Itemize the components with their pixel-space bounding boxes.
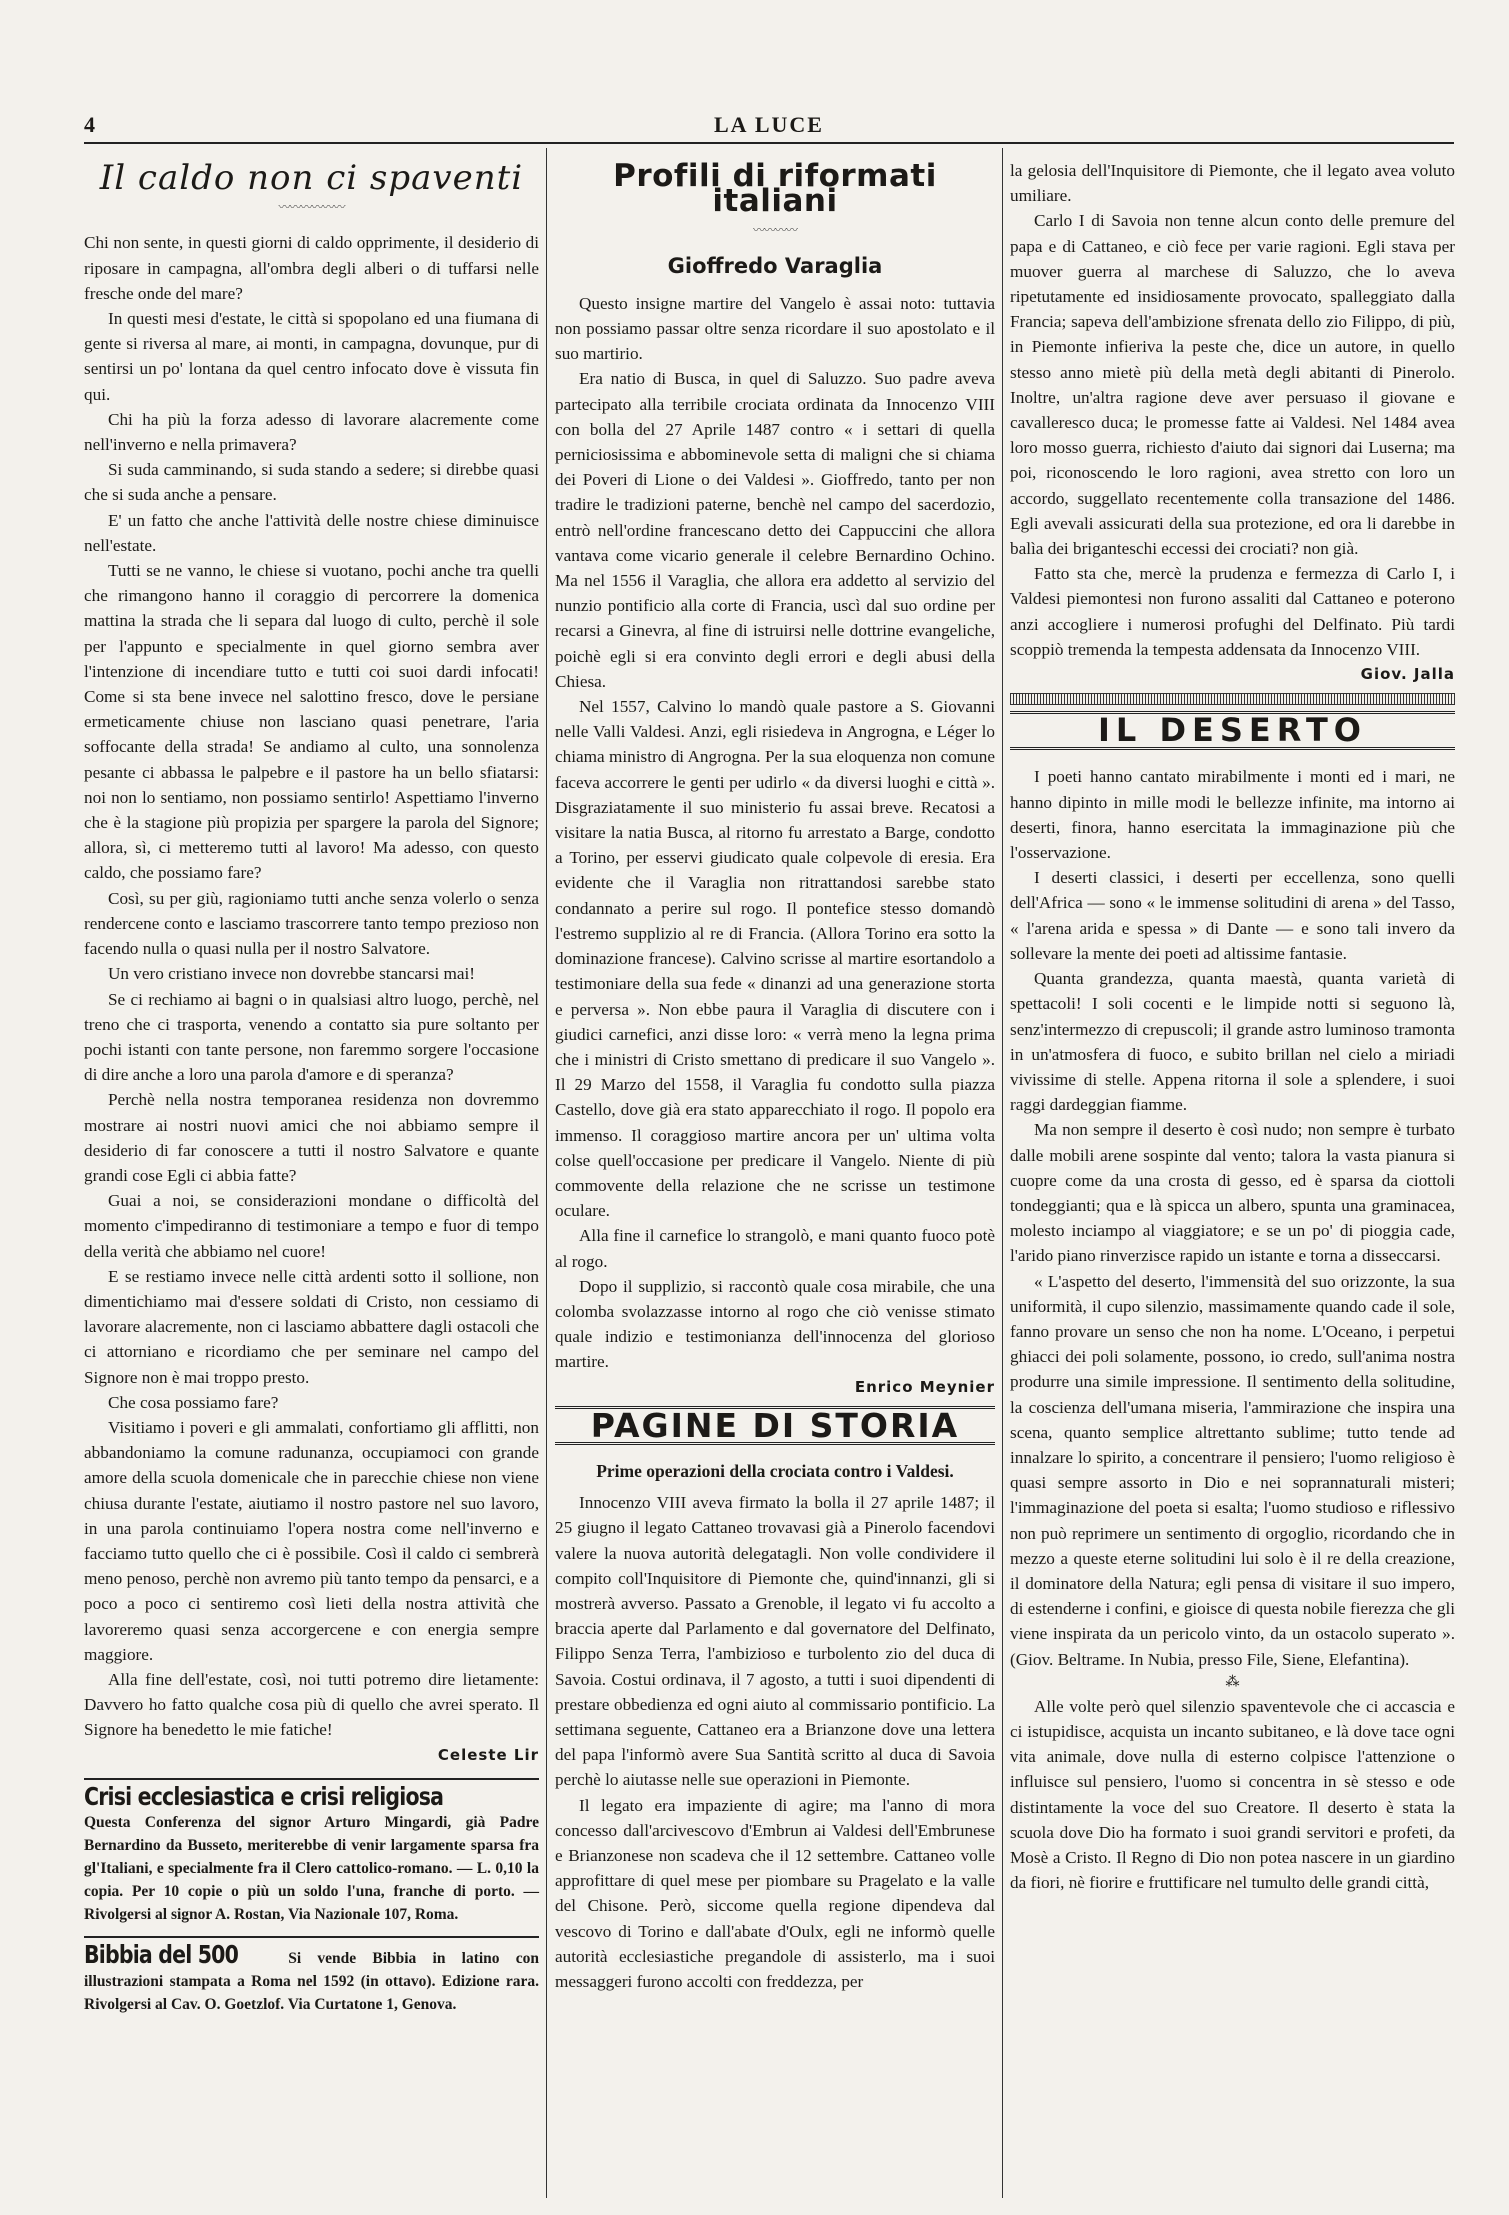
article-body (555, 1490, 995, 1994)
paragraph: Chi non sente, in questi giorni di caldo opprimente, il desiderio di riposare in campagna, all'ombra degli alberi o di tuffarsi nelle fresche onde del mare? (84, 233, 539, 303)
page-number: 4 (84, 112, 95, 137)
paragraph: I deserti classici, i deserti per eccellenza, sono quelli dell'Africa — sono « le immense solitudini di arena » del Tasso, « l'arena arida e spessa » di Dante — e sono tali invero da sollevare la mente dei poeti ad altissime fantasie. (1010, 868, 1455, 963)
page-header (84, 112, 1454, 144)
paragraph: Era natio di Busca, in quel di Saluzzo. Suo padre aveva partecipato alla terribile crociata ordinata da Innocenzo VIII con bolla del 27 Aprile 1487 contro « i settari di quella perniciosissima e abbominevole setta di maligni che si chiama dei Poveri di Lione o dei Valdesi ». Gioffredo, tanto per non tradire le tradizioni paterne, benchè nel campo del sacerdozio, entrò nell'ordine francescano detto dei Cappuccini che allora vantava come vicario generale il celebre Bernardino Ochino. Ma nel 1556 il Varaglia, che allora era addetto al servizio del nunzio pontificio alla corte di Francia, uscì dal suo ordine per recarsi a Ginevra, al fine di istruirsi nelle dottrine evangeliche, poichè egli si era convinto degli errori e degli abusi della Chiesa. (555, 369, 995, 691)
author-signature: Giov. Jalla (1360, 665, 1455, 684)
paragraph: Ma non sempre il deserto è così nudo; non sempre è turbato dalle mobili arene sospinte dal vento; talora la vasta pianura si cuopre come da una crosta di gesso, ed è sparsa da ciottoli tondeggianti; qua e là spicca un albero, spunta una graminacea, molesto inciampo al viaggiatore; e se un po' di pioggia cade, l'arido piano rinverzisce rapido un istante e torna a disseccarsi. (1010, 1120, 1455, 1266)
paragraph: Chi ha più la forza adesso di lavorare alacremente come nell'inverno e nella primavera? (84, 409, 539, 455)
column-divider (1002, 148, 1003, 2198)
paragraph: Quanta grandezza, quanta maestà, quanta varietà di spettacoli! I soli cocenti e le limpide notti si seguono là, senz'intermezzo di crepuscoli; il grande astro luminoso tramonta in un'atmosfera di fuoco, e subito brillan nel cielo a miriadi vivissime di stelle. Appena ritorna il sole a splendere, i suoi raggi dardeggian fiamme. (1010, 969, 1455, 1115)
paragraph: Dopo il supplizio, si raccontò quale cosa mirabile, che una colomba svolazzasse intorno al rogo che ciò venisse stimato quale indizio e testimonianza dell'innocenza del glorioso martire. (555, 1276, 995, 1372)
article-body (1010, 764, 1455, 1895)
column-divider (546, 148, 547, 2198)
column-3 (1010, 158, 1455, 1895)
paragraph: Visitiamo i poveri e gli ammalati, confortiamo gli afflitti, non abbandoniamo la comune radunanza, occupiamoci con grande amore della scuola domenicale che in parecchie chiese non viene chiusa durante l'estate, aiutiamo il nostro pastore nel suo lavoro, in una parola continuiamo l'opera nostra come nell'inverno e facciamo tutto quello che ci è possibile. Così il caldo ci sembrerà meno penoso, perchè non avremo più tanto tempo da pensarci, e a poco a poco ci sentiremo così lieti della nostra attività che lavoreremo quasi senza accorgercene e con energia sempre maggiore. (84, 1417, 539, 1664)
advertisement (84, 1778, 539, 1926)
paragraph: Se ci rechiamo ai bagni o in qualsiasi altro luogo, perchè, nel treno che ci trasporta, venendo a contatto sia pure soltanto per pochi istanti con tante persone, non faremmo sorgere l'occasione di dire anche a loro una parola d'amore e di speranza? (84, 989, 539, 1085)
paragraph: E' un fatto che anche l'attività delle nostre chiese diminuisce nell'estate. (84, 510, 539, 555)
paragraph: Nel 1557, Calvino lo mandò quale pastore a S. Giovanni nelle Valli Valdesi. Anzi, egli risiedeva in Angrogna, e Léger lo chiama ministro di Angrogna. Per la sua eloquenza non comune faceva accorrere le genti per udirlo « da diversi luoghi e città ». Disgraziatamente il suo ministerio fu assai breve. Recatosi a visitare la natia Busca, al ritorno fu arrestato a Barge, condotto a Torino, per esservi giudicato quale colpevole di eresia. Era evidente che il Varaglia non ritrattandosi sarebbe stato condannato a perire sul rogo. Il pontefice stesso domandò l'estremo supplizio al re di Francia. (Allora Torino era sotto la dominazione francese). Calvino scrisse al martire esortandolo a testimoniare della sua fede « dinanzi ad una generazione storta e perversa ». Non ebbe paura il Varaglia di discutere con i giudici carnefici, anzi disse loro: « verrà meno la legna prima che i ministri di Cristo smettano di predicare il suo Vangelo ». Il 29 Marzo del 1558, il Varaglia fu condotto sulla piazza Castello, dove già era stato apparecchiato il rogo. Il popolo era immenso. Il coraggioso martire ancora per un' ultima volta colse quell'occasione per predicare il Vangelo. Niente di più commovente della relazione che ne scrisse un testimone oculare. (555, 697, 995, 1221)
article-subtitle: Gioffredo Varaglia (667, 253, 883, 278)
section-separator (1010, 693, 1455, 705)
article-title: Profili di riformati italiani (613, 158, 937, 220)
paragraph: Carlo I di Savoia non tenne alcun conto delle premure del papa e di Cattaneo, e ciò fece per varie ragioni. Egli stava per muover guerra al marchese di Saluzzo, che lo aveva ripetutamente ed insidiosamente provocato, spalleggiato dalla Francia; sapeva dell'ambizione sfrenata dello zio Filippo, di più, in Piemonte infieriva la peste che, dice un autore, in quello stesso anno mietè più della metà degli abitanti di Pinerolo. Inoltre, un'altra ragione deve aver persuaso il giovane e cavalleresco duca; le promesse fatte ai Valdesi. Nel 1484 avea loro mosso guerra, richiesto d'aiuto dai signori dai Luserna; ma poi, riconoscendo le loro ragioni, avea stretto con loro un accordo, suggellato recentemente colla transazione del 1486. Egli avevali assicurati della sua protezione, ed ora li darebbe in balìa dei briganteschi eccessi dei crociati? non già. (1010, 211, 1455, 559)
paragraph: Alla fine il carnefice lo strangolò, e mani quanto fuoco potè al rogo. (555, 1226, 995, 1271)
article-body-continued (1010, 158, 1455, 662)
article-title: Il caldo non ci spaventi (99, 158, 524, 198)
ad-text: Questa Conferenza del signor Arturo Mingardi, già Padre Bernardino da Busseto, meriterebbe di venir largamente sparsa fra gl'Italiani, e specialmente fra il Clero cattolico-romano. — L. 0,10 la copia. Per 10 copie o più un soldo l'una, franche di porto. — Rivolgersi al signor A. Rostan, Via Nazionale 107, Roma. (84, 1813, 539, 1923)
paragraph: E se restiamo invece nelle città ardenti sotto il sollione, non dimentichiamo mai d'essere soldati di Cristo, non cessiamo di lavorare alacremente, non ci lasciamo abbattere dagli ostacoli che ci attorniano e ricordiamo che per seminare nel campo del Signore non è mai troppo presto. (84, 1266, 539, 1387)
paragraph: « L'aspetto del deserto, l'immensità del suo orizzonte, la sua uniformità, il cupo silenzio, massimamente quando cade il sole, fanno provare un senso che non ha nome. L'Oceano, i perpetui ghiacci dei poli solamente, possono, io credo, sull'anima nostra produrre una simile impressione. Il sentimento della solitudine, la coscienza dell'umana miseria, l'ammirazione che inspira una scena, quanto semplice altrettanto sublime; tutto tende ad innalzare lo spirito, a concentrare il pensiero; l'uomo religioso è quasi sempre assorto in Dio e nei soprannaturali misteri; l'immaginazione del poeta si esalta; l'uomo studioso e riflessivo non può reprimere un sentimento di orgoglio, ricordando che in mezzo a queste eterne solitudini lui solo è il re della creazione, il dominatore della Natura; egli pensa di visitare il suo impero, di estenderne i confini, e gioisce di questa nobile fierezza che gli viene inspirata da un pericolo vinto, da un ostacolo superato ». (Giov. Beltrame. In Nubia, presso File, Siene, Elefantina). (1010, 1271, 1455, 1669)
paragraph: I poeti hanno cantato mirabilmente i monti ed i mari, ne hanno dipinto in mille modi le bellezze infinite, ma intorno ai deserti, finora, hanno esercitata la immaginazione più che l'osservazione. (1010, 767, 1455, 863)
article-body (555, 291, 995, 1375)
paragraph: Tutti se ne vanno, le chiese si vuotano, pochi anche tra quelli che rimangono hanno il coraggio di percorrere la domenica mattina la strada che li separa dal luogo di culto, perchè il sole per l'appunto e specialmente in quel giorno sembra aver l'intenzione di incendiare tutto e tutti coi suoi dardi infocati! Come si sta bene invece nel salottino fresco, dove le persiane ermeticamente chiuse non lasciano quasi penetrare, l'aria soffocante della strada! Se andiamo al culto, una sonnolenza pesante ci abbassa le palpebre e il pastore ha un bello sfiatarsi: noi non lo sentiamo, non possiamo sentirlo! Aspettiamo l'inverno che è la stagione più propizia per spargere la parola del Signore; allora, sì, ci metteremo tutti al lavoro! Ma adesso, con questo caldo, che possiamo fare? (84, 561, 539, 883)
section-title: IL DESERTO (1010, 711, 1455, 750)
title-ornament: 〰〰〰〰 (752, 223, 797, 238)
paragraph: Innocenzo VIII aveva firmato la bolla il 27 aprile 1487; il 25 giugno il legato Cattaneo trovavasi già a Pinerolo facendovi valere la nuova autorità delegatagli. Non volle condividere il compito coll'Inquisitore di Piemonte che, quind'innanzi, gli si mostrerà avverso. Passato a Grenoble, il legato vi fu accolto a braccia aperte dal Parlamento e dal governatore del Delfinato, Filippo Senza Terra, l'ambizioso e turbolento zio del duca di Savoia. Costui ordinava, il 7 agosto, a tutti i suoi dipendenti di prestare obbedienza ed ogni aiuto al commissario pontificio. La settimana seguente, Cattaneo era a Brianzone dove una lettera del papa l'informò avere Sua Santità scritto al duca di Savoia perchè lo aiutasse nelle sue operazioni in Piemonte. (555, 1493, 995, 1790)
column-1 (84, 158, 539, 2016)
author-signature: Enrico Meynier (854, 1377, 995, 1396)
paragraph: Si suda camminando, si suda stando a sedere; si direbbe quasi che si suda anche a pensare. (84, 460, 539, 505)
column-2 (555, 158, 995, 1994)
author-signature: Celeste Lir (437, 1745, 539, 1764)
paragraph: Il legato era impaziente di agire; ma l'anno di mora concesso dall'arcivescovo d'Embrun ai Valdesi dell'Embrunese e Brianzonese non scadeva che il 12 settembre. Cattaneo volle approfittare di quel mese per piombare su Pragelato e la valle del Chisone. Però, siccome quella regione dipendeva dal vescovo di Torino e dall'abate d'Oulx, egli ne informò quelle autorità ecclesiastiche pregandole di assisterlo, ma i suoi messaggeri furono accolti con freddezza, per (555, 1795, 995, 1992)
paragraph: Alla fine dell'estate, così, noi tutti potremo dire lietamente: Davvero ho fatto qualche cosa più di quello che avrei sperato. Il Signore ha benedetto le mie fatiche! (84, 1669, 539, 1740)
paragraph: Un vero cristiano invece non dovrebbe stancarsi mai! (108, 964, 476, 984)
paragraph: Che cosa possiamo fare? (108, 1392, 279, 1412)
asterism-ornament: ⁂ (1225, 1674, 1240, 1690)
paragraph: la gelosia dell'Inquisitore di Piemonte, che il legato avea voluto umiliare. (1010, 161, 1455, 206)
paragraph: Guai a noi, se considerazioni mondane o difficoltà del momento c'impediranno di testimoniare a tempo e fuor di tempo della verità che abbiamo nel cuore! (84, 1191, 539, 1261)
advertisement (84, 1936, 539, 2016)
paragraph: Così, su per giù, ragioniamo tutti anche senza volerlo o senza rendercene conto e lasciamo trascorrere tanto tempo prezioso non facendo nulla o quasi nulla per il nostro Salvatore. (84, 888, 539, 959)
section-heading: Prime operazioni della crociata contro i Valdesi. (596, 1460, 954, 1481)
paragraph: Fatto sta che, mercè la prudenza e fermezza di Carlo I, i Valdesi piemontesi non furono assaliti dal Cattaneo e poterono anzi accogliere i numerosi profughi del Delfinato. Più tardi scoppiò tremenda la tempesta addensata da Innocenzo VIII. (1010, 564, 1455, 659)
article-body (84, 230, 539, 1742)
ad-text: Si vende Bibbia in latino con illustrazioni stampata a Roma nel 1592 (in ottavo). Edizione rara. Rivolgersi al Cav. O. Goetzlof. Via Curtatone 1, Genova. (84, 1949, 539, 2013)
section-title: PAGINE DI STORIA (555, 1406, 995, 1445)
paragraph: Perchè nella nostra temporanea residenza non dovremmo mostrare ai nostri nuovi amici che noi abbiamo sempre il desiderio di far conoscere a tutti il nostro Salvatore e quante grandi cose Egli ci abbia fatte? (84, 1090, 539, 1185)
ad-headline: Crisi ecclesiastica e crisi religiosa (84, 1781, 444, 1811)
journal-title: LA LUCE (714, 112, 824, 137)
title-ornament: 〰〰〰〰〰〰 (278, 200, 345, 215)
paragraph: In questi mesi d'estate, le città si spopolano ed una fiumana di gente si riversa al mare, ai monti, in campagna, dovunque, pur di sentirsi un po' lontana da quel centro infocato dove è vissuta fin qui. (84, 309, 539, 404)
paragraph: Questo insigne martire del Vangelo è assai noto: tuttavia non possiamo passar oltre senza ricordare il suo apostolato e il suo martirio. (555, 293, 995, 364)
ad-headline: Bibbia del 500 (84, 1939, 239, 1969)
paragraph: Alle volte però quel silenzio spaventevole che ci accascia e ci istupidisce, acquista un incanto subitaneo, e là dove tace ogni vita animale, dove nulla di esterno colpisce l'attenzione o influisce sul pensiero, l'uomo si concentra in sè stesso e ode distintamente la voce del suo Creatore. Il deserto è stata la scuola dove Dio ha formato i suoi grandi servitori e profeti, da Mosè a Cristo. Il Regno di Dio non potea nascere in un giardino da fiori, nè fiorire e fruttificare nel tumulto delle grandi città, (1010, 1696, 1455, 1893)
